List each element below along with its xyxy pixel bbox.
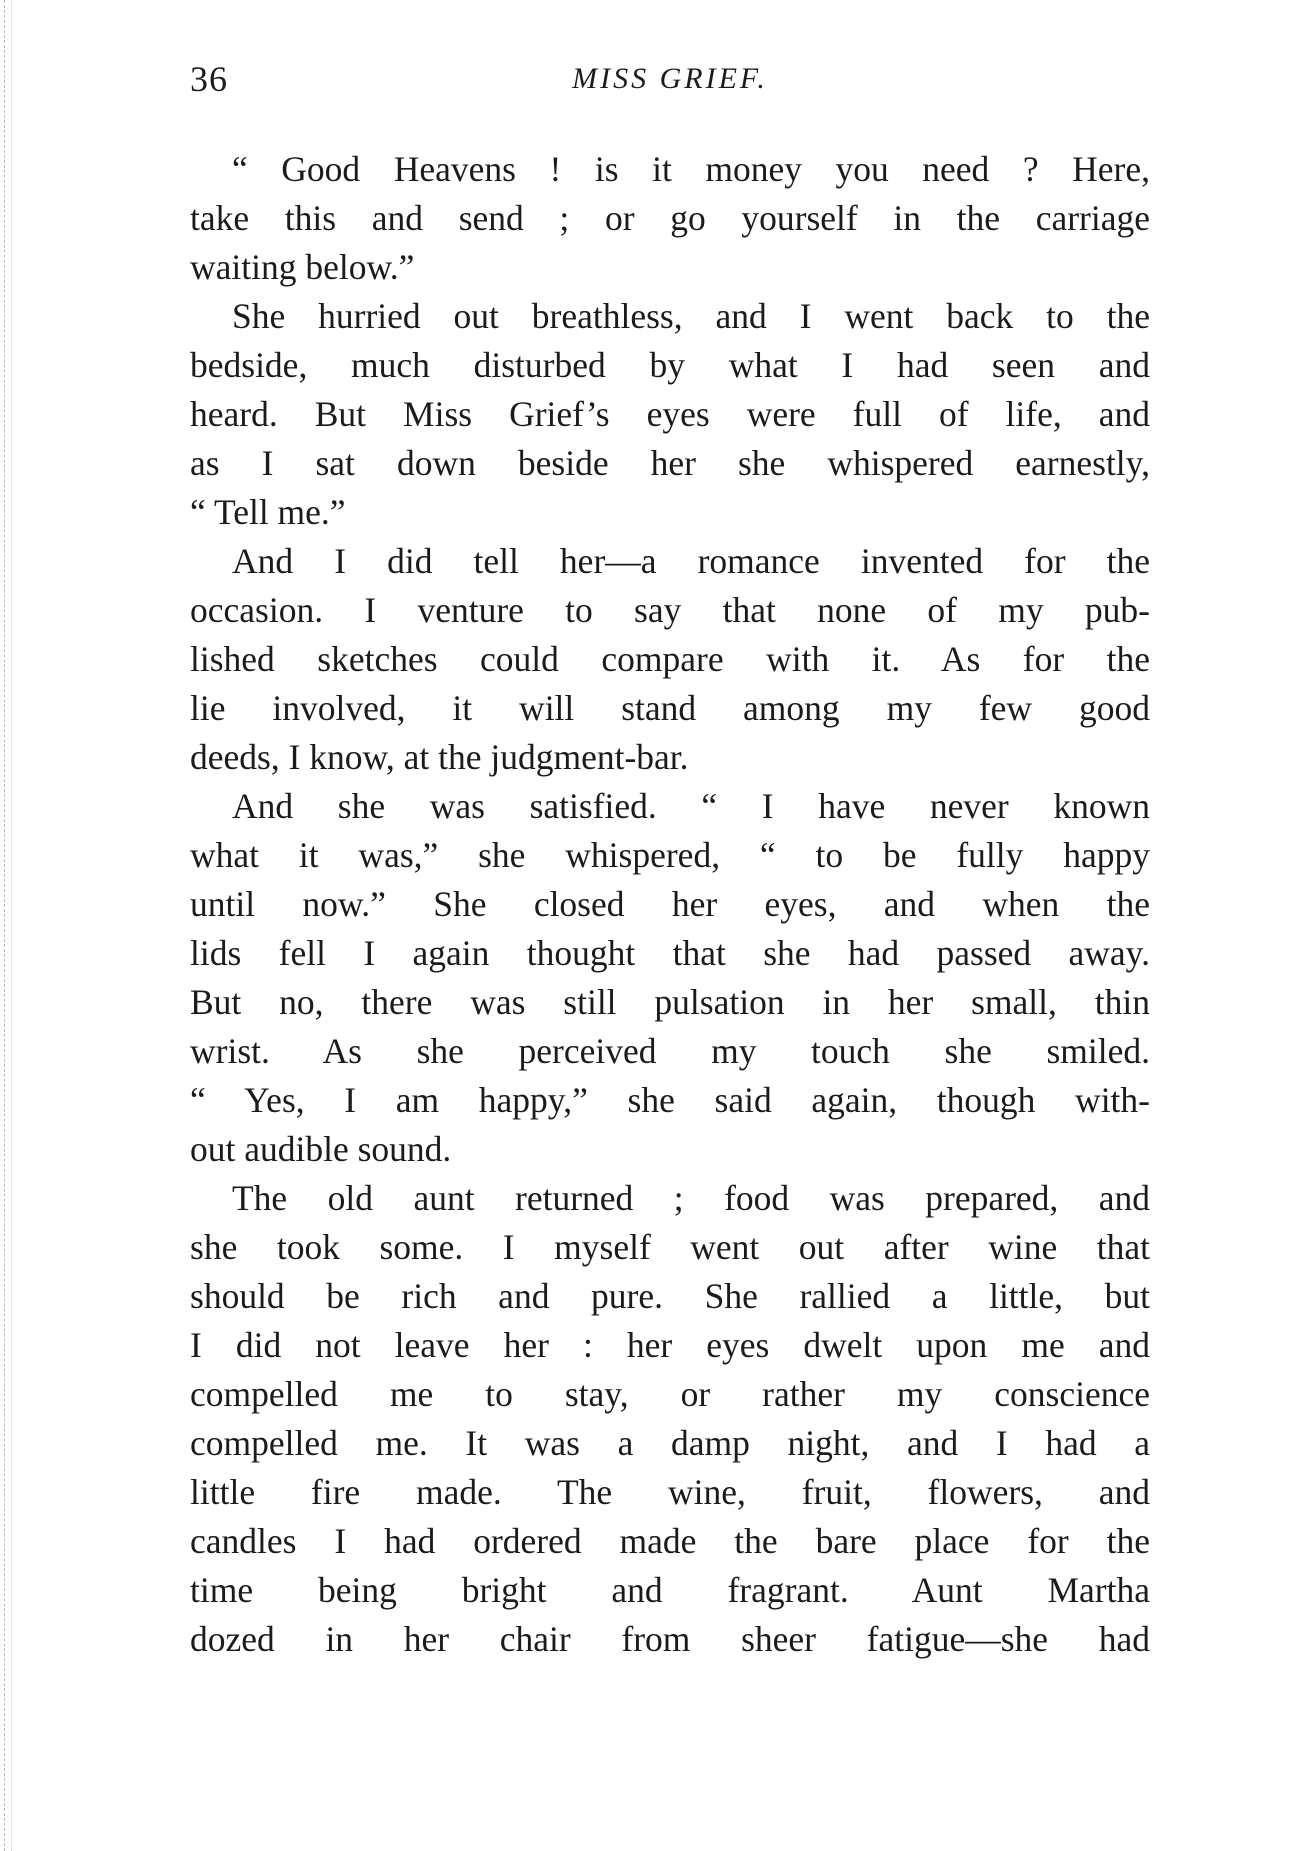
text-line: heard. But Miss Grief’s eyes were full of life, and xyxy=(190,394,1150,434)
binding-edge xyxy=(4,0,12,1851)
text-line: she took some. I myself went out after wine that xyxy=(190,1227,1150,1267)
text-line: should be rich and pure. She rallied a little, but xyxy=(190,1276,1150,1316)
text-line: as I sat down beside her she whispered earnestly, xyxy=(190,443,1150,483)
text-line: And she was satisfied. “ I have never known xyxy=(232,786,1150,826)
text-line: what it was,” she whispered, “ to be fully happy xyxy=(190,835,1150,875)
page-number: 36 xyxy=(190,59,228,99)
text-line: until now.” She closed her eyes, and when the xyxy=(190,884,1150,924)
text-line: lids fell I again thought that she had passed away. xyxy=(190,933,1150,973)
text-line: take this and send ; or go yourself in the carriage xyxy=(190,198,1150,238)
text-line: dozed in her chair from sheer fatigue—she had xyxy=(190,1619,1150,1659)
text-line: occasion. I venture to say that none of my pub- xyxy=(190,590,1150,630)
text-line: lie involved, it will stand among my few good xyxy=(190,688,1150,728)
page-header xyxy=(190,58,1150,108)
text-line: compelled me to stay, or rather my conscience xyxy=(190,1374,1150,1414)
text-line: waiting below.” xyxy=(190,247,415,287)
text-line: deeds, I know, at the judgment-bar. xyxy=(190,737,689,777)
text-line: bedside, much disturbed by what I had seen and xyxy=(190,345,1150,385)
text-line: But no, there was still pulsation in her small, thin xyxy=(190,982,1150,1022)
running-title: MISS GRIEF. xyxy=(572,62,768,95)
text-line: She hurried out breathless, and I went back to the xyxy=(232,296,1150,336)
text-line: “ Good Heavens ! is it money you need ? Here, xyxy=(232,149,1150,189)
text-line: out audible sound. xyxy=(190,1129,452,1169)
body-text xyxy=(190,145,1150,1664)
text-line: I did not leave her : her eyes dwelt upon me and xyxy=(190,1325,1150,1365)
text-line: little fire made. The wine, fruit, flowers, and xyxy=(190,1472,1150,1512)
text-line: time being bright and fragrant. Aunt Martha xyxy=(190,1570,1150,1610)
text-line: And I did tell her—a romance invented for the xyxy=(232,541,1150,581)
text-line: candles I had ordered made the bare place for the xyxy=(190,1521,1150,1561)
text-line: “ Tell me.” xyxy=(190,492,346,532)
text-line: The old aunt returned ; food was prepared, and xyxy=(232,1178,1150,1218)
text-line: compelled me. It was a damp night, and I had a xyxy=(190,1423,1150,1463)
text-line: lished sketches could compare with it. As for the xyxy=(190,639,1150,679)
text-line: wrist. As she perceived my touch she smiled. xyxy=(190,1031,1150,1071)
text-line: “ Yes, I am happy,” she said again, though with- xyxy=(190,1080,1150,1120)
